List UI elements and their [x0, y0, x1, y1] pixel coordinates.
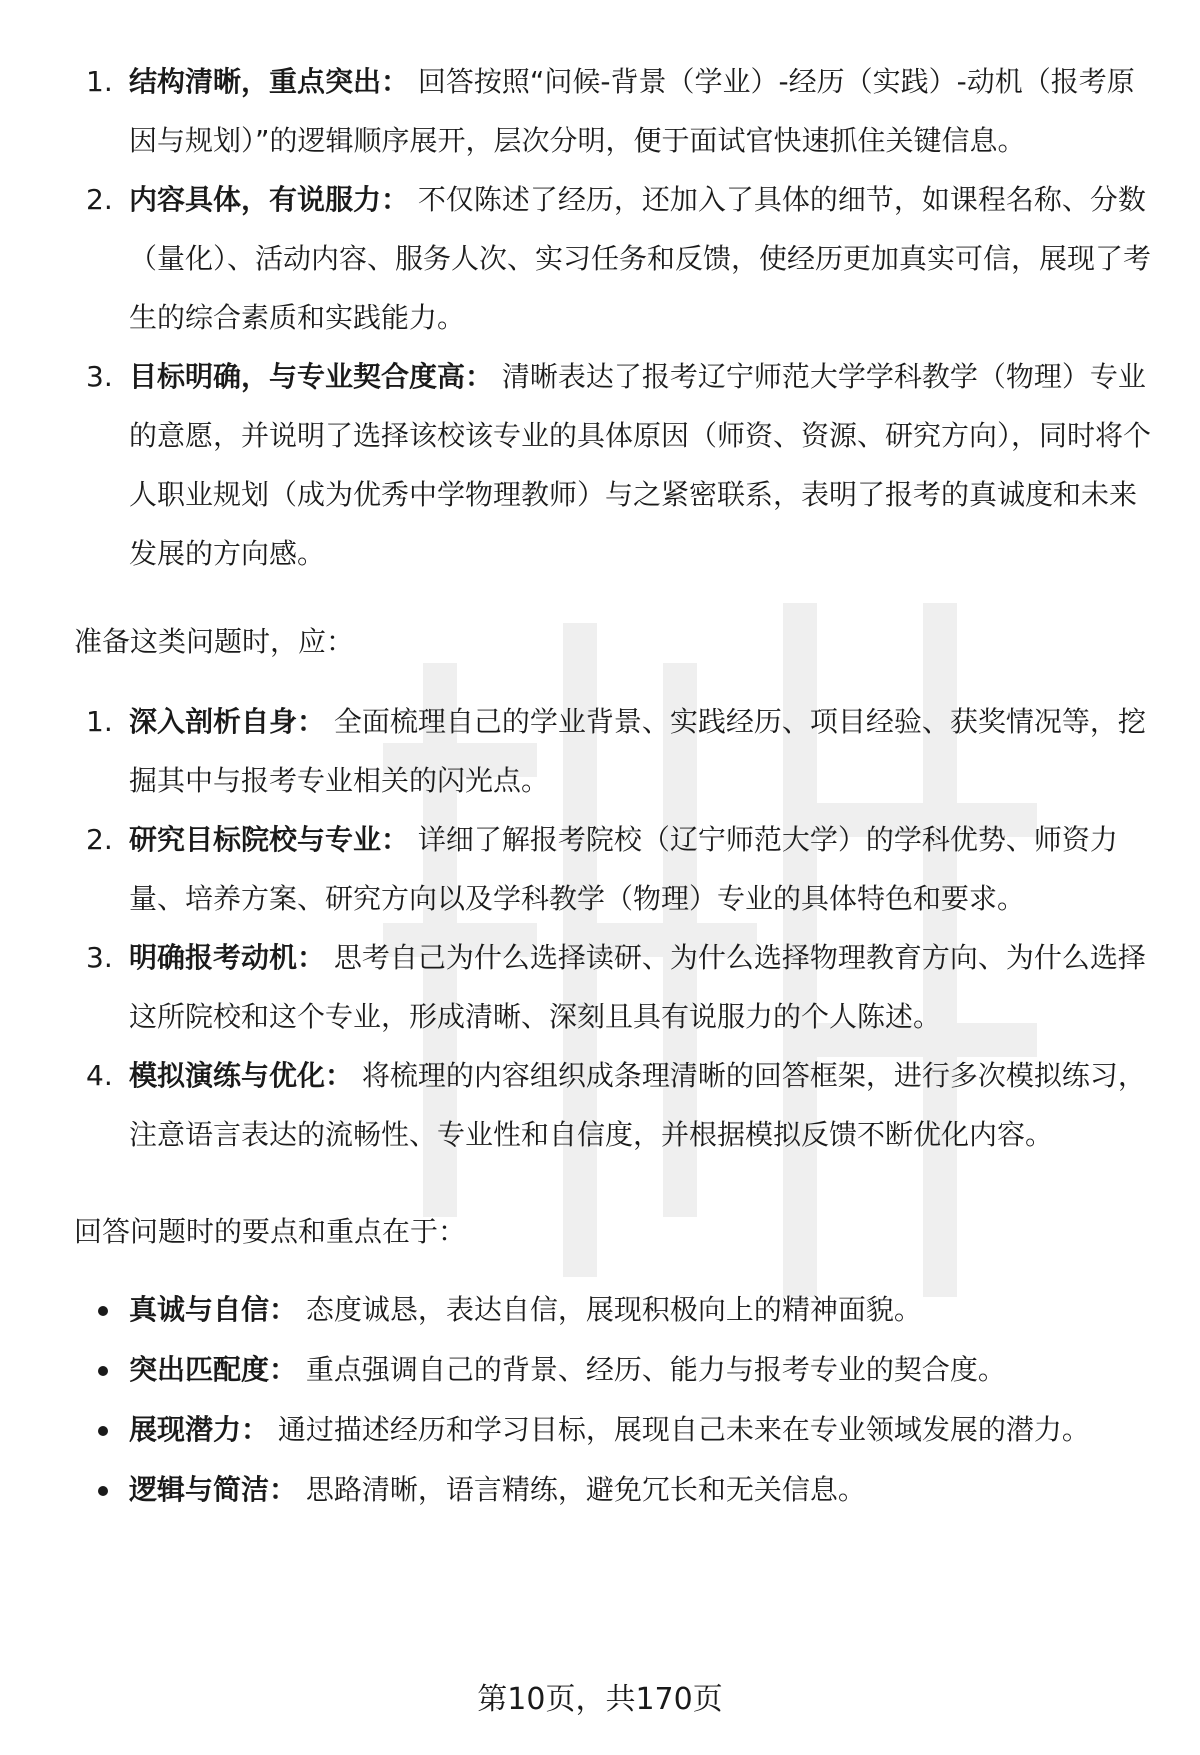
list-item — [0, 692, 1200, 810]
paragraph-key-points: 回答问题时的要点和重点在于： — [74, 1215, 467, 1248]
bullet-icon — [98, 1486, 108, 1496]
paragraph-prepare: 准备这类问题时，应： — [74, 625, 355, 658]
bullet-icon — [98, 1306, 108, 1316]
evaluation-section — [0, 52, 1200, 583]
list-item — [0, 1460, 1200, 1520]
preparation-section — [0, 692, 1200, 1164]
evaluation-list — [0, 52, 1200, 583]
item-heading: 目标明确，与专业契合度高： — [129, 360, 494, 393]
item-heading: 展现潜力： — [129, 1413, 270, 1446]
item-text: 回答按照“问候-背景（学业）-经历（实践）-动机（报考原因与规划）”的逻辑顺序展开，层次分明，便于面试官快速抓住关键信息。 — [129, 65, 1135, 157]
list-item — [0, 1280, 1200, 1340]
list-item — [0, 810, 1200, 928]
item-number: 2. — [86, 823, 113, 856]
list-item — [0, 1340, 1200, 1400]
item-heading: 研究目标院校与专业： — [129, 823, 410, 856]
item-heading: 模拟演练与优化： — [129, 1059, 354, 1092]
bullet-icon — [98, 1426, 108, 1436]
list-item — [0, 1400, 1200, 1460]
item-text: 将梳理的内容组织成条理清晰的回答框架，进行多次模拟练习，注意语言表达的流畅性、专业性和自信度，并根据模拟反馈不断优化内容。 — [129, 1059, 1146, 1151]
item-number: 2. — [86, 183, 113, 216]
list-item — [0, 347, 1200, 583]
list-item — [0, 928, 1200, 1046]
item-text: 详细了解报考院校（辽宁师范大学）的学科优势、师资力量、培养方案、研究方向以及学科教学（物理）专业的具体特色和要求。 — [129, 823, 1118, 915]
key-points-list — [0, 1280, 1200, 1520]
item-text: 思考自己为什么选择读研、为什么选择物理教育方向、为什么选择这所院校和这个专业，形成清晰、深刻且具有说服力的个人陈述。 — [129, 941, 1146, 1033]
item-text: 通过描述经历和学习目标，展现自己未来在专业领域发展的潜力。 — [277, 1413, 1090, 1446]
list-item — [0, 52, 1200, 170]
key-points-section — [0, 1280, 1200, 1520]
item-number: 1. — [86, 705, 113, 738]
item-heading: 明确报考动机： — [129, 941, 326, 974]
item-number: 1. — [86, 65, 113, 98]
preparation-list — [0, 692, 1200, 1164]
item-text: 思路清晰，语言精练，避免冗长和无关信息。 — [305, 1473, 866, 1506]
item-heading: 突出匹配度： — [129, 1353, 298, 1386]
page-number: 第10页，共170页 — [477, 1682, 723, 1717]
item-text: 清晰表达了报考辽宁师范大学学科教学（物理）专业的意愿，并说明了选择该校该专业的具体原因（师资、资源、研究方向），同时将个人职业规划（成为优秀中学物理教师）与之紧密联系，表明了报考的真诚度和未来发展的方向感。 — [129, 360, 1152, 570]
bullet-icon — [98, 1366, 108, 1376]
item-text: 态度诚恳，表达自信，展现积极向上的精神面貌。 — [305, 1293, 922, 1326]
item-number: 3. — [86, 360, 113, 393]
list-item — [0, 170, 1200, 347]
list-item — [0, 1046, 1200, 1164]
item-text: 重点强调自己的背景、经历、能力与报考专业的契合度。 — [305, 1353, 1006, 1386]
item-heading: 结构清晰，重点突出： — [129, 65, 410, 98]
item-heading: 逻辑与简洁： — [129, 1473, 298, 1506]
item-heading: 真诚与自信： — [129, 1293, 298, 1326]
item-number: 3. — [86, 941, 113, 974]
item-text: 全面梳理自己的学业背景、实践经历、项目经验、获奖情况等，挖掘其中与报考专业相关的闪光点。 — [129, 705, 1146, 797]
item-heading: 内容具体，有说服力： — [129, 183, 410, 216]
item-text: 不仅陈述了经历，还加入了具体的细节，如课程名称、分数（量化）、活动内容、服务人次、实习任务和反馈，使经历更加真实可信，展现了考生的综合素质和实践能力。 — [129, 183, 1152, 334]
item-heading: 深入剖析自身： — [129, 705, 326, 738]
item-number: 4. — [86, 1059, 113, 1092]
